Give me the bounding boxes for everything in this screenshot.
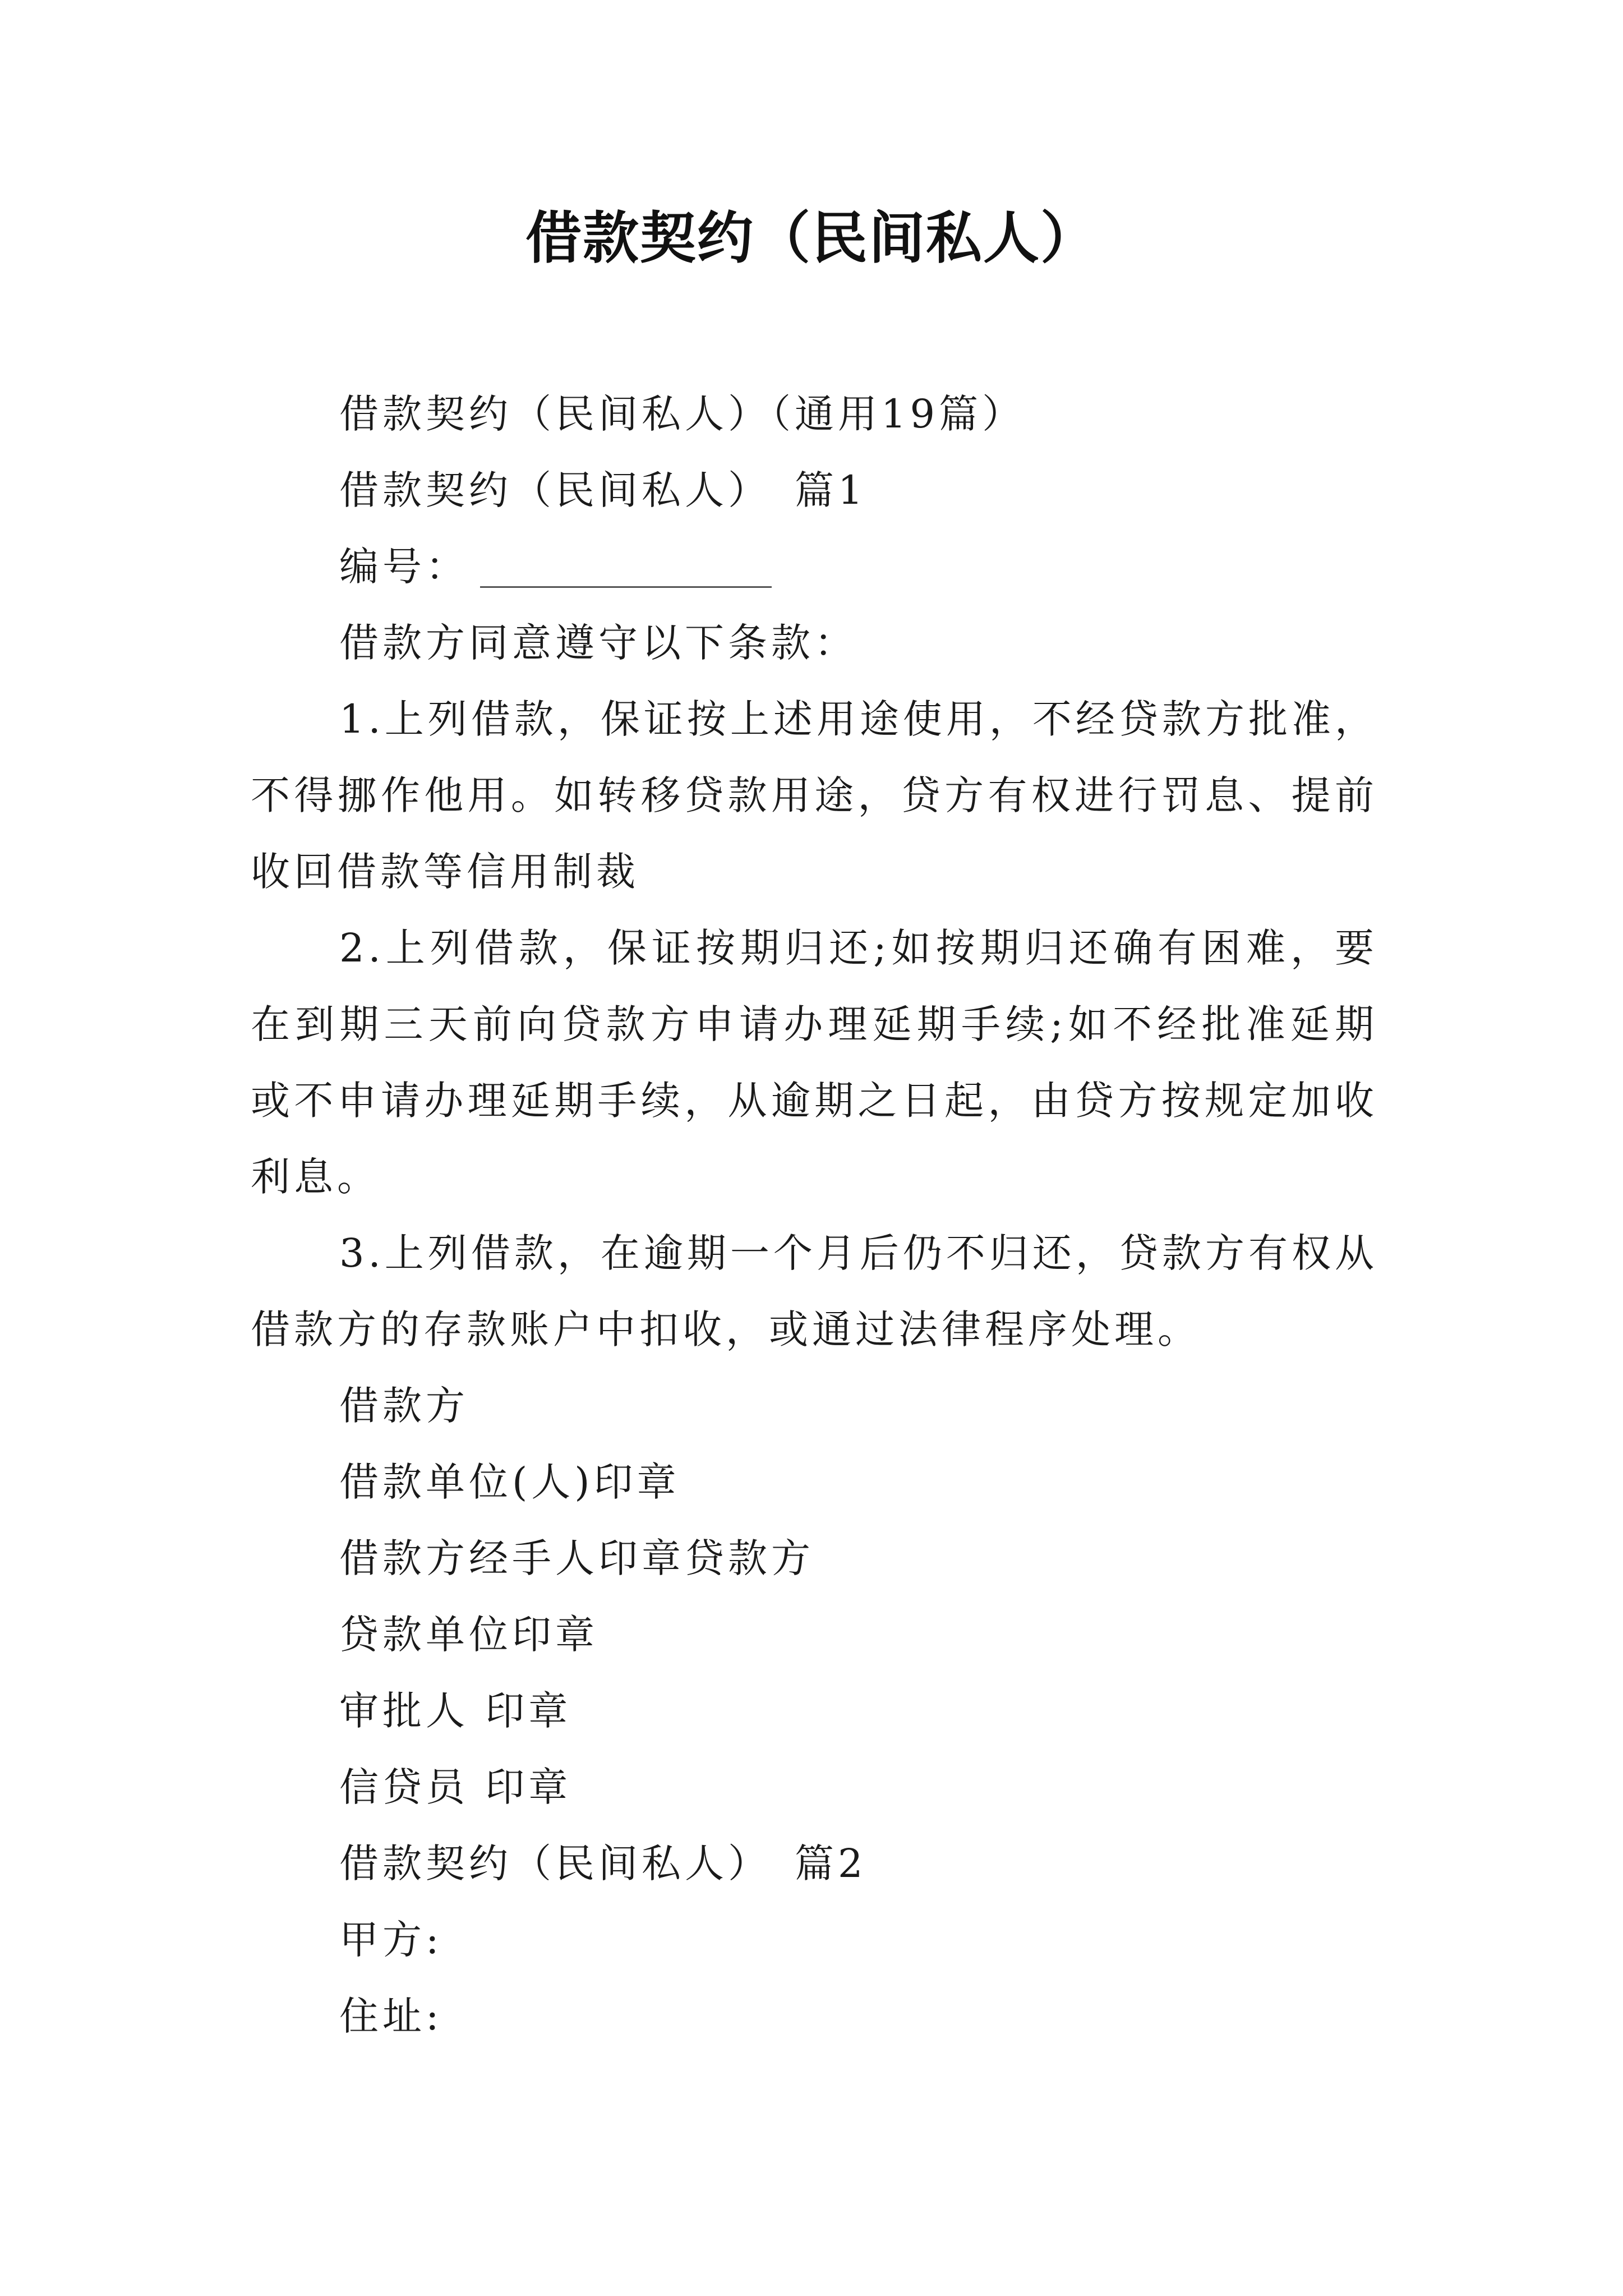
number-line [251, 528, 1378, 605]
credit-officer-seal: 信贷员 印章 [339, 1764, 572, 1810]
clause-3: 3.上列借款，在逾期一个月后仍不归还，贷款方有权从借款方的存款账户中扣收，或通过法律程序处理。 [251, 1230, 1378, 1352]
address-label: 住址: [339, 1993, 443, 2039]
number-label: 编号： [339, 544, 469, 590]
collection-title: 借款契约（民间私人）（通用19篇） [339, 391, 1026, 437]
part2-heading: 借款契约（民间私人） 篇2 [339, 1841, 867, 1887]
handler-seal: 借款方经手人印章贷款方 [339, 1535, 814, 1581]
borrower-seal: 借款单位(人)印章 [339, 1459, 680, 1505]
lender-seal: 贷款单位印章 [339, 1612, 598, 1658]
document-title: 借款契约（民间私人） [525, 205, 1098, 271]
clause-2: 2.上列借款，保证按期归还;如按期归还确有困难，要在到期三天前向贷款方申请办理延期手续;如不经批准延期或不申请办理延期手续，从逾期之日起，由贷方按规定加收利息。 [251, 925, 1378, 1200]
approver-seal: 审批人 印章 [339, 1688, 572, 1734]
part1-heading: 借款契约（民间私人） 篇1 [339, 467, 867, 513]
document-body [251, 376, 1378, 2054]
number-blank-field [480, 553, 772, 588]
borrower-label: 借款方 [339, 1383, 469, 1429]
agree-terms: 借款方同意遵守以下条款： [339, 620, 857, 666]
party-a-label: 甲方: [339, 1917, 443, 1963]
clause-1: 1.上列借款，保证按上述用途使用，不经贷款方批准，不得挪作他用。如转移贷款用途，贷方有权进行罚息、提前收回借款等信用制裁 [251, 696, 1378, 895]
